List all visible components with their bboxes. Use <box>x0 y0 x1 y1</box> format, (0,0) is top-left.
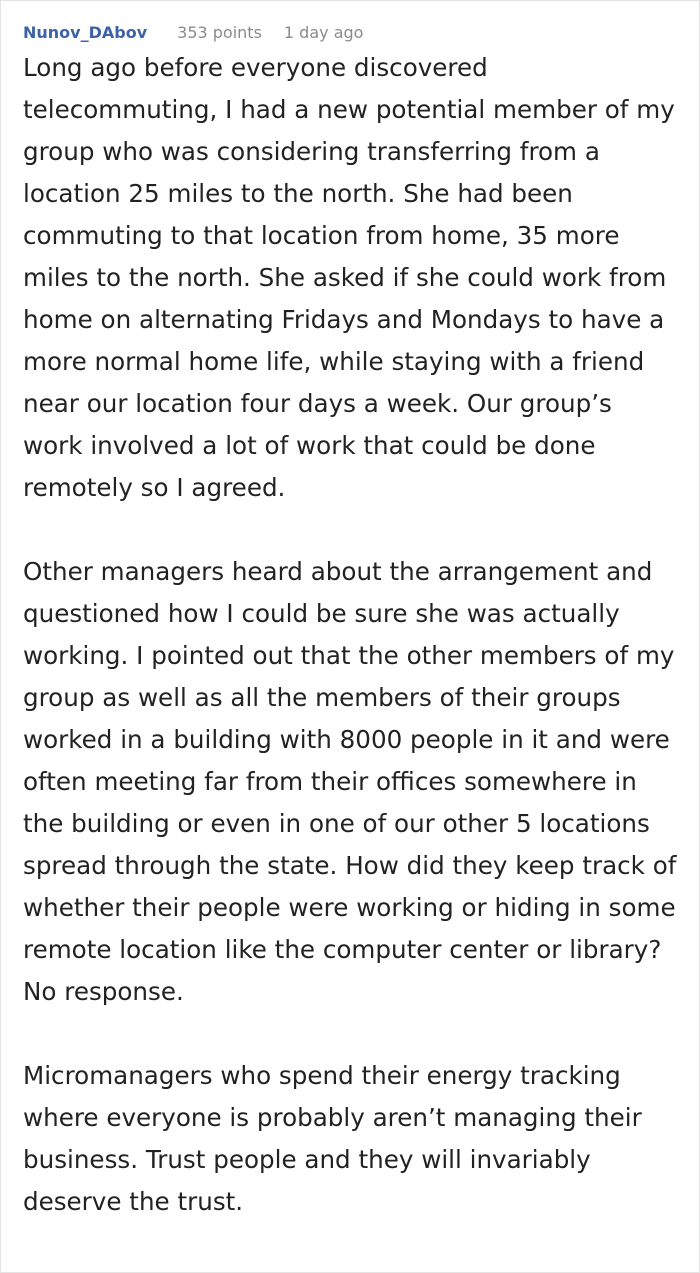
comment-paragraph: Other managers heard about the arrangement and questioned how I could be sure she was actually working. I pointed out that the other members of my group as well as all the members of their groups worked in a building with 8000 people in it and were often meeting far from their offices somewhere in the building or even in one of our other 5 locations spread through the state. How did they keep track of whether their people were working or hiding in some remote location like the computer center or library? No response. <box>23 557 677 1006</box>
comment-body <box>23 47 679 1223</box>
comment-timestamp: 1 day ago <box>283 22 364 42</box>
comment-points: 353 points <box>177 22 262 42</box>
comment-paragraph: Micromanagers who spend their energy tracking where everyone is probably aren’t managing their business. Trust people and they will invariably deserve the trust. <box>23 1061 642 1216</box>
comment <box>23 19 679 1223</box>
comment-author-link[interactable]: Nunov_DAbov <box>23 22 148 42</box>
comment-meta <box>23 19 679 45</box>
comment-paragraph: Long ago before everyone discovered telecommuting, I had a new potential member of my group who was considering transferring from a location 25 miles to the north. She had been commuting to that location from home, 35 more miles to the north. She asked if she could work from home on alternating Fridays and Mondays to have a more normal home life, while staying with a friend near our location four days a week. Our group’s work involved a lot of work that could be done remotely so I agreed. <box>23 53 675 502</box>
